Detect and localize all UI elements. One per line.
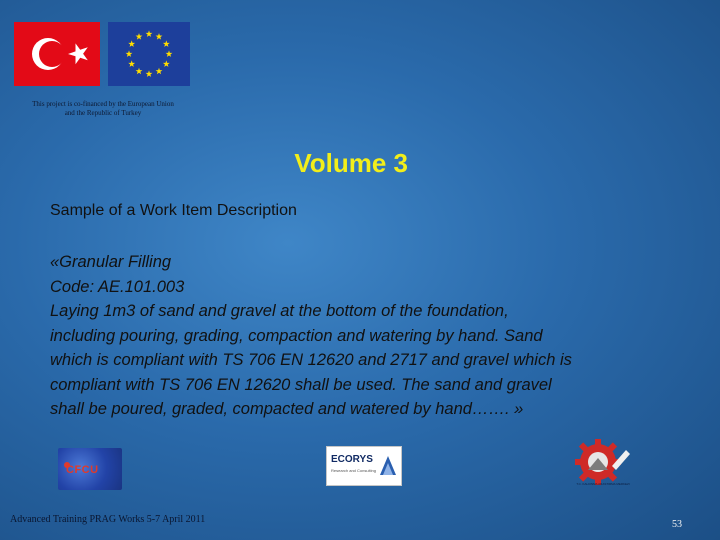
- description-line: which is compliant with TS 706 EN 12620 and 2717 and gravel which is: [50, 351, 572, 369]
- ecorys-logo-tagline: Research and Consulting: [331, 468, 376, 473]
- description-line: shall be poured, graded, compacted and watered by hand……. »: [50, 400, 524, 418]
- work-item-description: [50, 250, 690, 422]
- gear-logo-caption: T.C. KALKINMA ARASTIRMA MERKEZI: [576, 482, 630, 486]
- eu-flag-icon: [108, 22, 190, 86]
- description-line: including pouring, grading, compaction and watering by hand. Sand: [50, 326, 543, 345]
- eu-star-icon: [126, 50, 133, 57]
- cfcu-logo-text: CFCU: [66, 464, 99, 476]
- eu-star-icon: [163, 40, 170, 47]
- eu-star-icon: [156, 33, 163, 40]
- eu-star-icon: [156, 68, 163, 75]
- gear-logo-icon: [568, 436, 638, 496]
- eu-star-icon: [136, 68, 143, 75]
- ecorys-logo: [326, 446, 402, 486]
- cofinance-disclaimer: [8, 100, 198, 118]
- description-line: Laying 1m3 of sand and gravel at the bottom of the foundation,: [50, 302, 509, 320]
- eu-star-icon: [166, 50, 173, 57]
- ecorys-logo-name: ECORYS: [331, 454, 373, 465]
- slide-subtitle: Sample of a Work Item Description: [50, 202, 297, 219]
- description-line: «Granular Filling: [50, 253, 172, 271]
- slide-title-text: Volume 3: [294, 148, 408, 178]
- eu-star-icon: [163, 60, 170, 67]
- disclaimer-line-2: and the Republic of Turkey: [64, 109, 142, 117]
- eu-star-icon: [146, 70, 153, 77]
- description-line: Code: AE.101.003: [50, 277, 185, 296]
- description-line: compliant with TS 706 EN 12620 shall be used. The sand and gravel: [50, 375, 552, 394]
- eu-star-icon: [146, 30, 153, 37]
- slide-title: [0, 148, 680, 179]
- cfcu-logo: [58, 448, 122, 490]
- eu-star-icon: [128, 40, 135, 47]
- ecorys-triangle-icon: [379, 455, 397, 477]
- eu-star-icon: [136, 33, 143, 40]
- page-number: 53: [672, 519, 682, 530]
- turkey-flag-icon: [14, 22, 100, 86]
- disclaimer-line-1: This project is co-financed by the European Union: [32, 100, 174, 108]
- eu-star-icon: [128, 60, 135, 67]
- footer-text: Advanced Training PRAG Works 5-7 April 2011: [10, 514, 206, 525]
